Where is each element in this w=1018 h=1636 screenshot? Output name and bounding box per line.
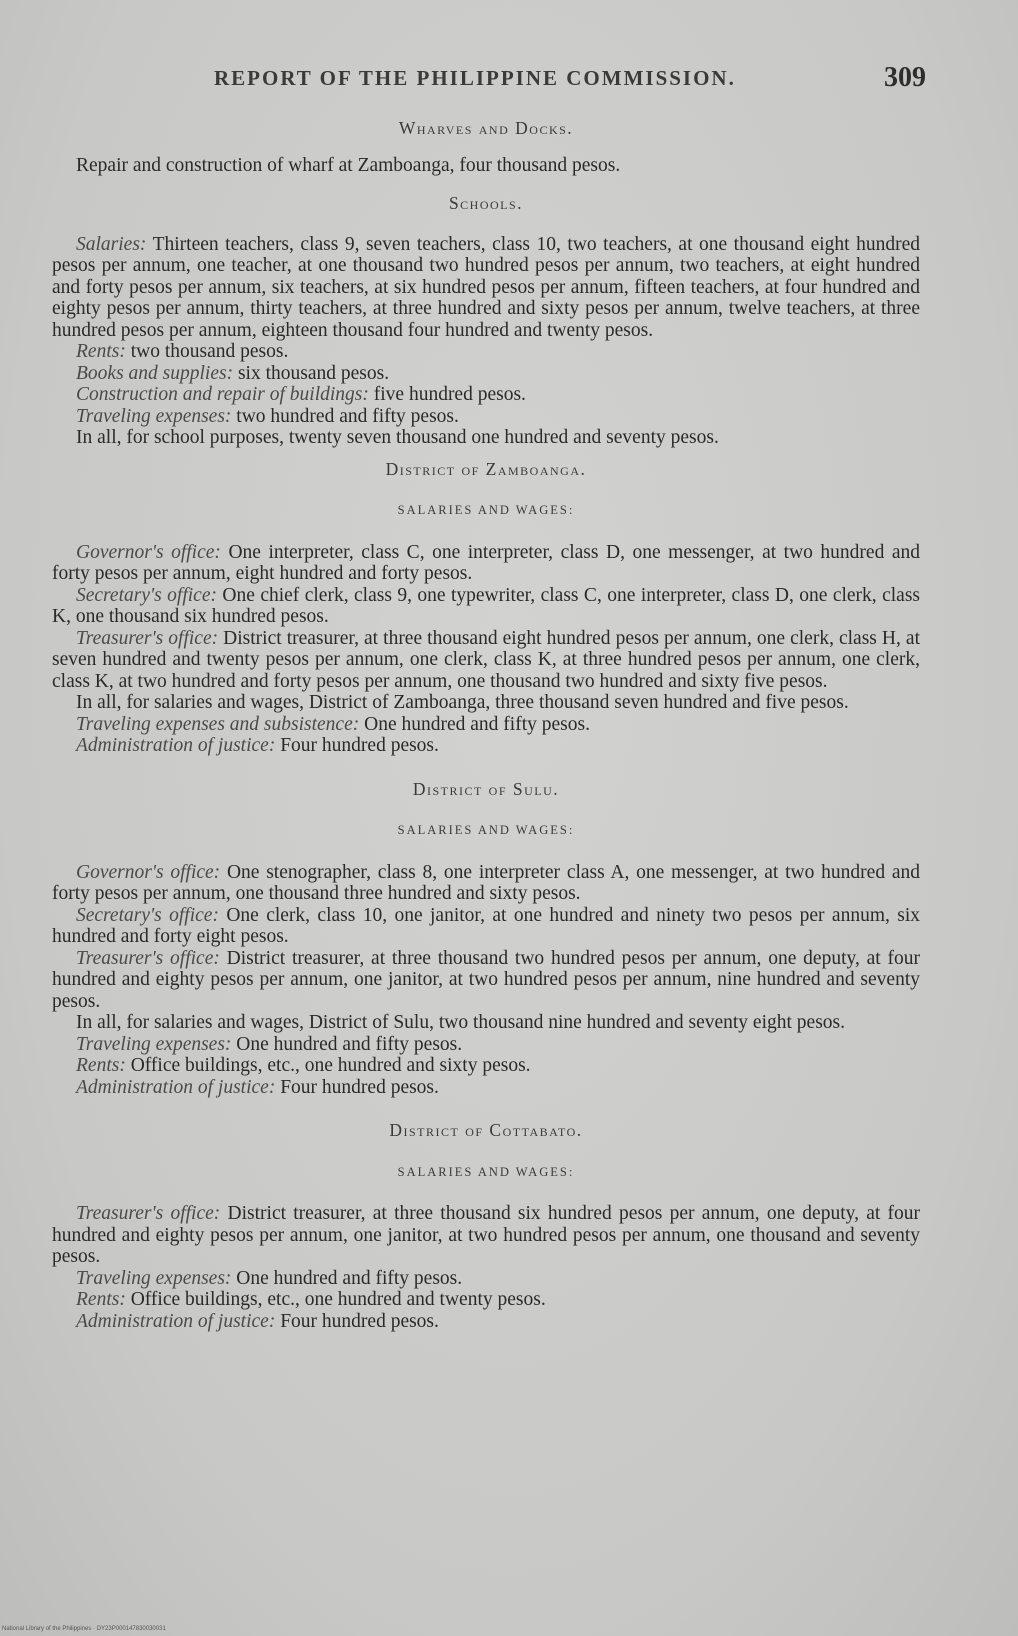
wharves-paragraph: Repair and construction of wharf at Zamboanga, four thousand pesos. — [76, 154, 621, 176]
sulu-traveling-paragraph — [52, 1034, 920, 1056]
zamboanga-total-paragraph: In all, for salaries and wages, District of Zamboanga, three thousand seven hundred and five pesos. — [76, 692, 849, 713]
cottabato-traveling-paragraph — [52, 1268, 920, 1290]
section-heading-schools: Schools. — [448, 193, 524, 213]
subheading-cottabato-salaries: SALARIES AND WAGES: — [397, 1164, 575, 1179]
zamboanga-traveling-text: One hundred and fifty pesos. — [364, 713, 590, 735]
schools-traveling-label: Traveling expenses: — [76, 405, 232, 427]
zamboanga-governor-paragraph — [52, 542, 920, 585]
body-text — [52, 118, 920, 1332]
sulu-governor-paragraph — [52, 862, 920, 905]
subheading-zamboanga-salaries: SALARIES AND WAGES: — [397, 503, 575, 517]
schools-traveling-text: two hundred and fifty pesos. — [236, 405, 459, 427]
schools-books-text: six thousand pesos. — [237, 362, 390, 384]
schools-rents-text: two thousand pesos. — [130, 341, 289, 362]
schools-traveling-paragraph — [52, 406, 920, 428]
zamboanga-justice-text: Four hundred pesos. — [280, 735, 439, 756]
zamboanga-governor-label: Governor's office: — [76, 541, 221, 563]
sulu-rents-text: Office buildings, etc., one hundred and sixty pesos. — [130, 1055, 531, 1076]
zamboanga-treasurer-label: Treasurer's office: — [76, 627, 219, 649]
cottabato-traveling-text: One hundred and fifty pesos. — [236, 1267, 463, 1289]
cottabato-treasurer-paragraph — [52, 1203, 920, 1268]
sulu-secretary-label: Secretary's office: — [76, 904, 219, 926]
cottabato-rents-label: Rents: — [76, 1289, 126, 1310]
sulu-total-paragraph: In all, for salaries and wages, District of Sulu, two thousand nine hundred and seventy eight pesos. — [76, 1012, 846, 1033]
zamboanga-treasurer-text: District treasurer, at three thousand eight hundred pesos per annum, one clerk, class H, at seven hundred and twenty pesos per annum, one clerk, class K, at three hundred pesos per annum, one clerk, class K, at two hundred and forty pesos per annum, one thousand two hundred and sixty five pesos. — [52, 627, 921, 692]
sulu-treasurer-text: District treasurer, at three thousand two hundred pesos per annum, one deputy, at four hundred and eighty pesos per annum, one janitor, at two hundred pesos per annum, nine hundred and seventy pesos. — [52, 947, 921, 1012]
sulu-governor-label: Governor's office: — [76, 861, 221, 883]
zamboanga-secretary-label: Secretary's office: — [76, 584, 217, 606]
sulu-secretary-paragraph — [52, 905, 920, 948]
schools-salaries-paragraph — [52, 234, 920, 342]
schools-salaries-text: Thirteen teachers, class 9, seven teachers, class 10, two teachers, at one thousand eight hundred pesos per annum, one teacher, at one thousand two hundred pesos per annum, two teachers, at eight hundred and forty pesos per annum, six teachers, at six hundred pesos per annum, fifteen teachers, at four hundred and eighty pesos per annum, thirty teachers, at three hundred and sixty pesos per annum, twelve teachers, at three hundred pesos per annum, eighteen thousand four hundred and twenty pesos. — [52, 233, 920, 341]
schools-salaries-label: Salaries: — [76, 233, 147, 255]
sulu-justice-paragraph — [52, 1077, 920, 1099]
cottabato-justice-paragraph — [52, 1311, 920, 1333]
cottabato-treasurer-text: District treasurer, at three thousand six hundred pesos per annum, one deputy, at four hundred and eighty pesos per annum, one janitor, at two hundred pesos per annum, one thousand and seventy pesos. — [52, 1203, 920, 1267]
sulu-rents-label: Rents: — [76, 1055, 126, 1076]
cottabato-traveling-label: Traveling expenses: — [76, 1267, 232, 1289]
sulu-justice-text: Four hundred pesos. — [280, 1076, 439, 1098]
schools-rents-paragraph — [52, 341, 920, 363]
sulu-justice-label: Administration of justice: — [76, 1076, 276, 1098]
sulu-traveling-text: One hundred and fifty pesos. — [236, 1033, 463, 1055]
schools-construction-paragraph — [52, 384, 920, 406]
running-title: REPORT OF THE PHILIPPINE COMMISSION. — [214, 66, 736, 90]
section-heading-sulu: District of Sulu. — [412, 778, 560, 799]
zamboanga-treasurer-paragraph — [52, 628, 920, 693]
schools-books-paragraph — [52, 363, 920, 385]
schools-construction-label: Construction and repair of buildings: — [76, 384, 369, 405]
zamboanga-governor-text: One interpreter, class C, one interpreter, class D, one messenger, at two hundred and forty pesos per annum, eight hundred and forty pesos. — [52, 541, 921, 584]
zamboanga-traveling-paragraph — [52, 714, 920, 736]
zamboanga-justice-label: Administration of justice: — [76, 735, 276, 756]
zamboanga-secretary-text: One chief clerk, class 9, one typewriter, class C, one interpreter, class D, one clerk, class K, one thousand six hundred pesos. — [52, 584, 920, 627]
sulu-treasurer-label: Treasurer's office: — [76, 947, 220, 969]
scan-source-footer: National Library of the Philippines · DY23P000147830030031 — [2, 1626, 166, 1632]
zamboanga-traveling-label: Traveling expenses and subsistence: — [76, 713, 360, 735]
schools-construction-text: five hundred pesos. — [373, 384, 526, 405]
schools-rents-label: Rents: — [76, 341, 126, 362]
zamboanga-justice-paragraph — [52, 735, 920, 757]
sulu-rents-paragraph — [52, 1055, 920, 1077]
zamboanga-secretary-paragraph — [52, 585, 920, 628]
subheading-sulu-salaries: SALARIES AND WAGES: — [397, 823, 575, 837]
cottabato-justice-text: Four hundred pesos. — [280, 1310, 439, 1332]
running-header — [210, 64, 926, 94]
section-heading-cottabato: District of Cottabato. — [389, 1120, 583, 1140]
cottabato-justice-label: Administration of justice: — [76, 1310, 276, 1332]
sulu-traveling-label: Traveling expenses: — [76, 1033, 232, 1055]
cottabato-rents-text: Office buildings, etc., one hundred and twenty pesos. — [130, 1289, 546, 1310]
schools-total-paragraph: In all, for school purposes, twenty seven thousand one hundred and seventy pesos. — [76, 427, 719, 448]
page-number: 309 — [884, 62, 926, 93]
section-heading-wharves: Wharves and Docks. — [398, 118, 574, 138]
sulu-treasurer-paragraph — [52, 948, 920, 1013]
sulu-secretary-text: One clerk, class 10, one janitor, at one hundred and ninety two pesos per annum, six hundred and forty eight pesos. — [52, 904, 920, 947]
schools-books-label: Books and supplies: — [76, 362, 234, 384]
cottabato-treasurer-label: Treasurer's office: — [76, 1203, 221, 1224]
cottabato-rents-paragraph — [52, 1289, 920, 1311]
section-heading-zamboanga: District of Zamboanga. — [385, 458, 587, 479]
sulu-governor-text: One stenographer, class 8, one interpreter class A, one messenger, at two hundred and forty pesos per annum, one thousand three hundred and sixty pesos. — [52, 861, 920, 904]
